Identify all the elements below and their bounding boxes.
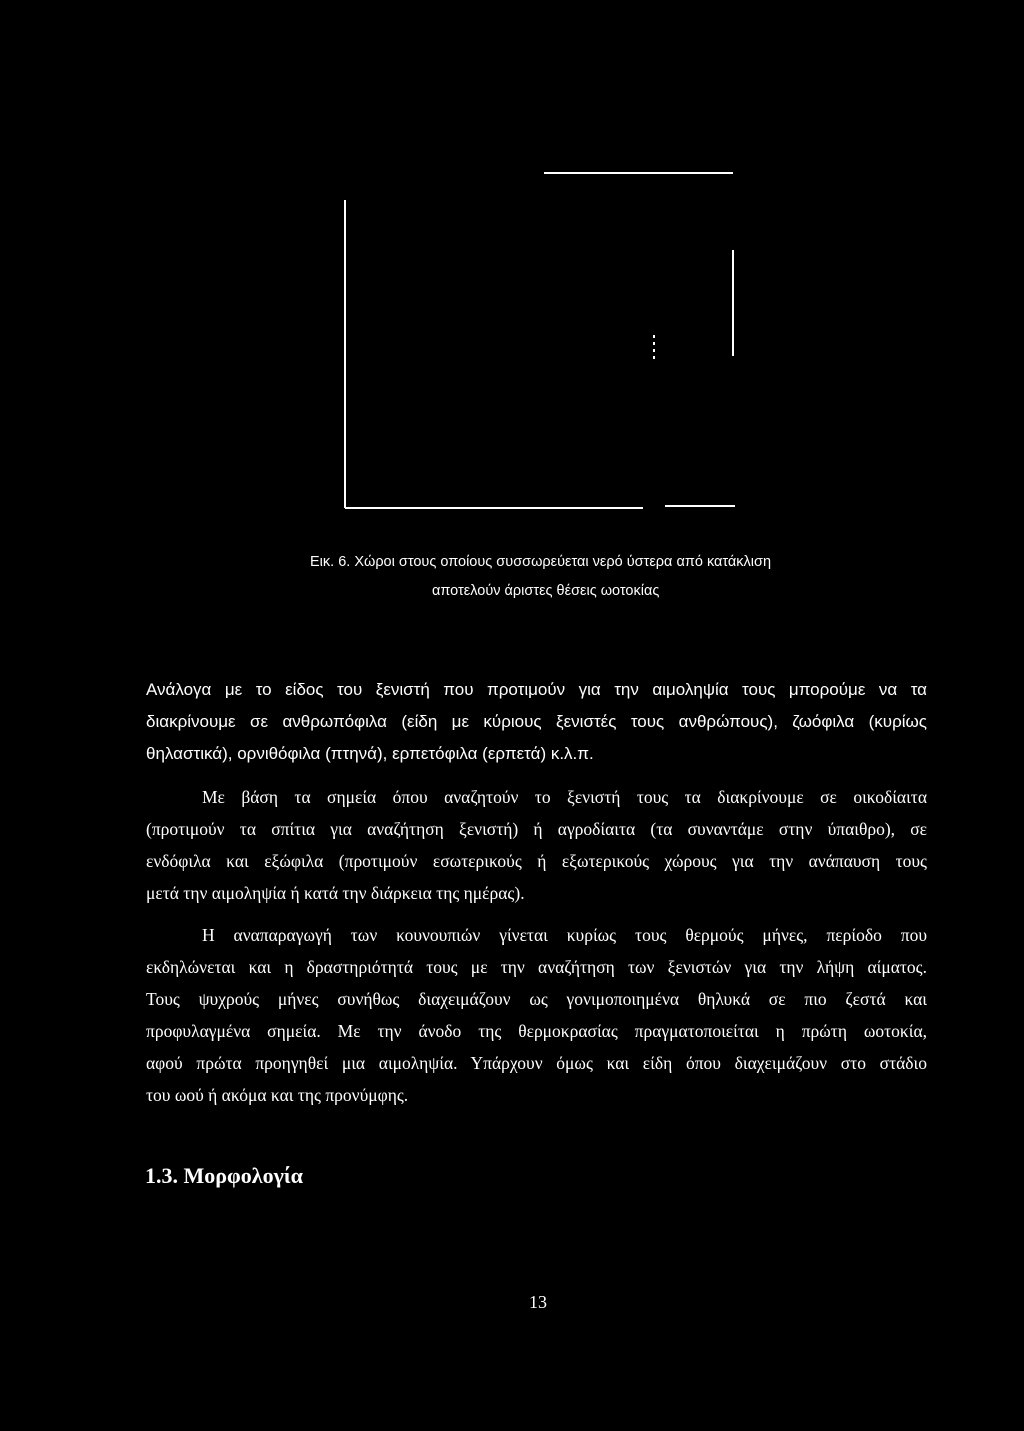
paragraph-host-preference xyxy=(146,674,927,770)
text-line: διακρίνουμε σε ανθρωπόφιλα (είδη με κύριους ξενιστές τους ανθρώπους), ζωόφιλα (κυρίως xyxy=(146,712,927,731)
text-line: Με βάση τα σημεία όπου αναζητούν το ξενιστή τους τα διακρίνουμε σε οικοδίαιτα xyxy=(202,787,927,807)
text-line: εκδηλώνεται και η δραστηριότητά τους με την αναζήτηση των ξενιστών για την λήψη αίματος. xyxy=(146,957,927,977)
text-line: προφυλαγμένα σημεία. Με την άνοδο της θερμοκρασίας πραγματοποιείται η πρώτη ωοτοκία, xyxy=(146,1021,927,1041)
text-line: Ανάλογα με το είδος του ξενιστή που προτιμούν για την αιμοληψία τους μπορούμε να τα xyxy=(146,680,927,699)
paragraph-resting-habits xyxy=(146,781,927,909)
text-line: (προτιμούν τα σπίτια για αναζήτηση ξενιστή) ή αγροδίαιτα (τα συναντάμε στην ύπαιθρο), σε xyxy=(146,819,927,839)
text-line: ενδόφιλα και εξώφιλα (προτιμούν εσωτερικούς ή εξωτερικούς χώρους για την ανάπαυση τους xyxy=(146,851,927,871)
text-line: αφού πρώτα προηγηθεί μια αιμοληψία. Υπάρχουν όμως και είδη όπου διαχειμάζουν στο στάδιο xyxy=(146,1053,927,1073)
text-line: μετά την αιμοληψία ή κατά την διάρκεια της ημέρας). xyxy=(146,883,525,903)
text-line: θηλαστικά), ορνιθόφιλα (πτηνά), ερπετόφιλα (ερπετά) κ.λ.π. xyxy=(146,744,594,763)
text-line: του ωού ή ακόμα και της προνύμφης. xyxy=(146,1085,409,1105)
section-heading: 1.3. Μορφολογία xyxy=(145,1163,303,1188)
text-line: Τους ψυχρούς μήνες συνήθως διαχειμάζουν ως γονιμοποιημένα θηλυκά σε πιο ζεστά και xyxy=(146,989,927,1009)
figure-caption-line-2: αποτελούν άριστες θέσεις ωοτοκίας xyxy=(432,583,660,599)
text-line: Η αναπαραγωγή των κουνουπιών γίνεται κυρίως τους θερμούς μήνες, περίοδο που xyxy=(202,925,927,945)
page-number: 13 xyxy=(529,1292,547,1312)
figure-caption-line-1: Εικ. 6. Χώροι στους οποίους συσσωρεύεται νερό ύστερα από κατάκλιση xyxy=(310,554,772,570)
figure-image xyxy=(343,170,733,515)
figure-frame-lines xyxy=(343,170,733,515)
paragraph-reproduction xyxy=(146,919,927,1111)
